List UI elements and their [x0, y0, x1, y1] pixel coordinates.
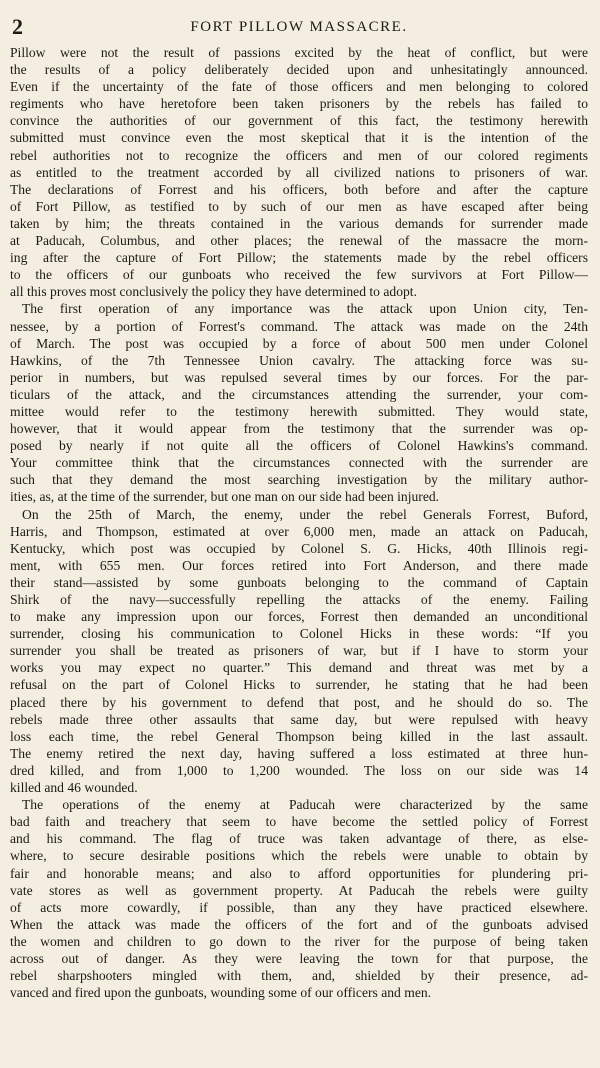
text-line: the results of a policy deliberately decided upon and unhesitatingly announced.	[10, 62, 588, 78]
text-line: loss each time, the rebel General Thompson being killed in the last assault.	[10, 728, 588, 744]
text-line: When the attack was made the officers of the fort and of the gunboats advised	[10, 916, 588, 932]
text-line: killed and 46 wounded.	[10, 780, 138, 796]
text-line: rebel sharpshooters mingled with them, and, shielded by their presence, ad-	[10, 968, 588, 984]
text-line: works you may expect no quarter.” This demand and threat was met by a	[10, 660, 588, 676]
text-line: The operations of the enemy at Paducah were characterized by the same	[22, 797, 588, 813]
paragraph	[10, 44, 588, 300]
text-line: of March. The post was occupied by a force of about 500 men under Colonel	[10, 335, 588, 351]
text-line: perior in numbers, but was repulsed several times by our forces. For the par-	[10, 369, 588, 385]
text-line: to make any impression upon our forces, Forrest then demanded an unconditional	[10, 609, 588, 625]
text-line: their stand—assisted by some gunboats belonging to the command of Captain	[10, 574, 588, 590]
text-line: surrender you shall be treated as prisoners of war, but if I have to storm your	[10, 643, 588, 659]
text-line: Even if the uncertainty of the fate of those officers and men belonging to colored	[10, 79, 588, 95]
text-line: however, that it would appear from the testimony that the surrender was op-	[10, 421, 588, 437]
text-line: all this proves most conclusively the policy they have determined to adopt.	[10, 284, 417, 300]
text-line: the women and children to go down to the river for the purpose of being taken	[10, 933, 588, 949]
text-line: dred killed, and from 1,000 to 1,200 wounded. The loss on our side was 14	[10, 762, 588, 778]
text-line: regiments who have heretofore been taken prisoners by the rebels has failed to	[10, 96, 588, 112]
text-line: The enemy retired the next day, having suffered a loss estimated at three hun-	[10, 745, 588, 761]
text-line: to the officers of our gunboats who received the few survivors at Fort Pillow—	[10, 267, 588, 283]
text-line: submitted must convince even the most skeptical that it is the intention of the	[10, 130, 588, 146]
text-line: at Paducah, Columbus, and other places; the renewal of the massacre the morn-	[10, 233, 588, 249]
running-title: FORT PILLOW MASSACRE.	[190, 19, 408, 35]
text-line: convince the authorities of our government of this fact, the testimony herewith	[10, 113, 588, 129]
text-line: ing after the capture of Fort Pillow; the statements made by the rebel officers	[10, 250, 588, 266]
text-line: fair and honorable means; and also to afford opportunities for plundering pri-	[10, 865, 588, 881]
text-line: placed there by his government to defend that post, and he should do so. The	[10, 694, 588, 710]
text-line: vate stores as well as government property. At Paducah the rebels were guilty	[10, 882, 588, 898]
text-line: Kentucky, which post was occupied by Colonel S. G. Hicks, 40th Illinois regi-	[10, 540, 588, 556]
text-line: mittee would refer to the testimony herewith submitted. They would state,	[10, 403, 588, 419]
paragraph	[10, 506, 588, 797]
text-line: ticulars of the attack, and the circumstances attending the surrender, your com-	[10, 386, 588, 402]
text-line: of acts more cowardly, if possible, than any they have practiced elsewhere.	[10, 899, 588, 915]
text-line: and his command. The flag of truce was taken advantage of there, as else-	[10, 831, 588, 847]
text-line: ment, with 655 men. Our forces retired into Fort Anderson, and there made	[10, 557, 588, 573]
text-line: surrender, closing his communication to Colonel Hicks in these words: “If you	[10, 626, 588, 642]
text-line: On the 25th of March, the enemy, under the rebel Generals Forrest, Buford,	[22, 506, 588, 522]
text-line: as entitled to the treatment accorded by all civilized nations to prisoners of war.	[10, 164, 588, 180]
text-line: taken by him; the threats contained in the various demands for surrender made	[10, 215, 588, 231]
text-line: Hawkins, of the 7th Tennessee Union cavalry. The attacking force was su-	[10, 352, 588, 368]
text-line: The first operation of any importance was the attack upon Union city, Ten-	[22, 301, 588, 317]
document-body	[10, 44, 588, 1001]
text-line: ities, as, at the time of the surrender, but one man on our side had been injured.	[10, 489, 440, 505]
text-line: rebel authorities not to recognize the officers and men of our colored regiments	[10, 147, 588, 163]
text-line: rebels made three other assaults that same day, but were repulsed with heavy	[10, 711, 588, 727]
paragraph	[10, 300, 588, 505]
text-line: bad faith and treachery that seem to have become the settled policy of Forrest	[10, 814, 588, 830]
text-line: posed by nearly if not quite all the officers of Colonel Hawkins's command.	[10, 438, 588, 454]
text-line: such that they demand the most searching investigation by the military author-	[10, 472, 588, 488]
text-line: across out of danger. As they were leaving the town for that purpose, the	[10, 950, 588, 966]
text-line: Pillow were not the result of passions excited by the heat of conflict, but were	[10, 45, 588, 60]
paragraph	[10, 796, 588, 1001]
text-line: vanced and fired upon the gunboats, wounding some of our officers and men.	[10, 985, 432, 1001]
text-line: Shirk of the navy—successfully repelling the attacks of the enemy. Failing	[10, 592, 588, 607]
page-number: 2	[12, 14, 23, 39]
text-line: nessee, by a portion of Forrest's command. The attack was made on the 24th	[10, 318, 588, 334]
text-line: refusal on the part of Colonel Hicks to surrender, he stating that he had been	[10, 677, 588, 693]
page-header	[10, 14, 588, 44]
text-line: Harris, and Thompson, estimated at over 6,000 men, made an attack on Paducah,	[10, 523, 588, 539]
text-line: of Fort Pillow, as testified to by such of our men as have escaped after being	[10, 198, 588, 214]
text-line: where, to secure desirable positions which the rebels were unable to obtain by	[10, 848, 588, 864]
text-line: Your committee think that the circumstances connected with the surrender are	[10, 455, 588, 471]
text-line: The declarations of Forrest and his officers, both before and after the capture	[10, 181, 588, 197]
